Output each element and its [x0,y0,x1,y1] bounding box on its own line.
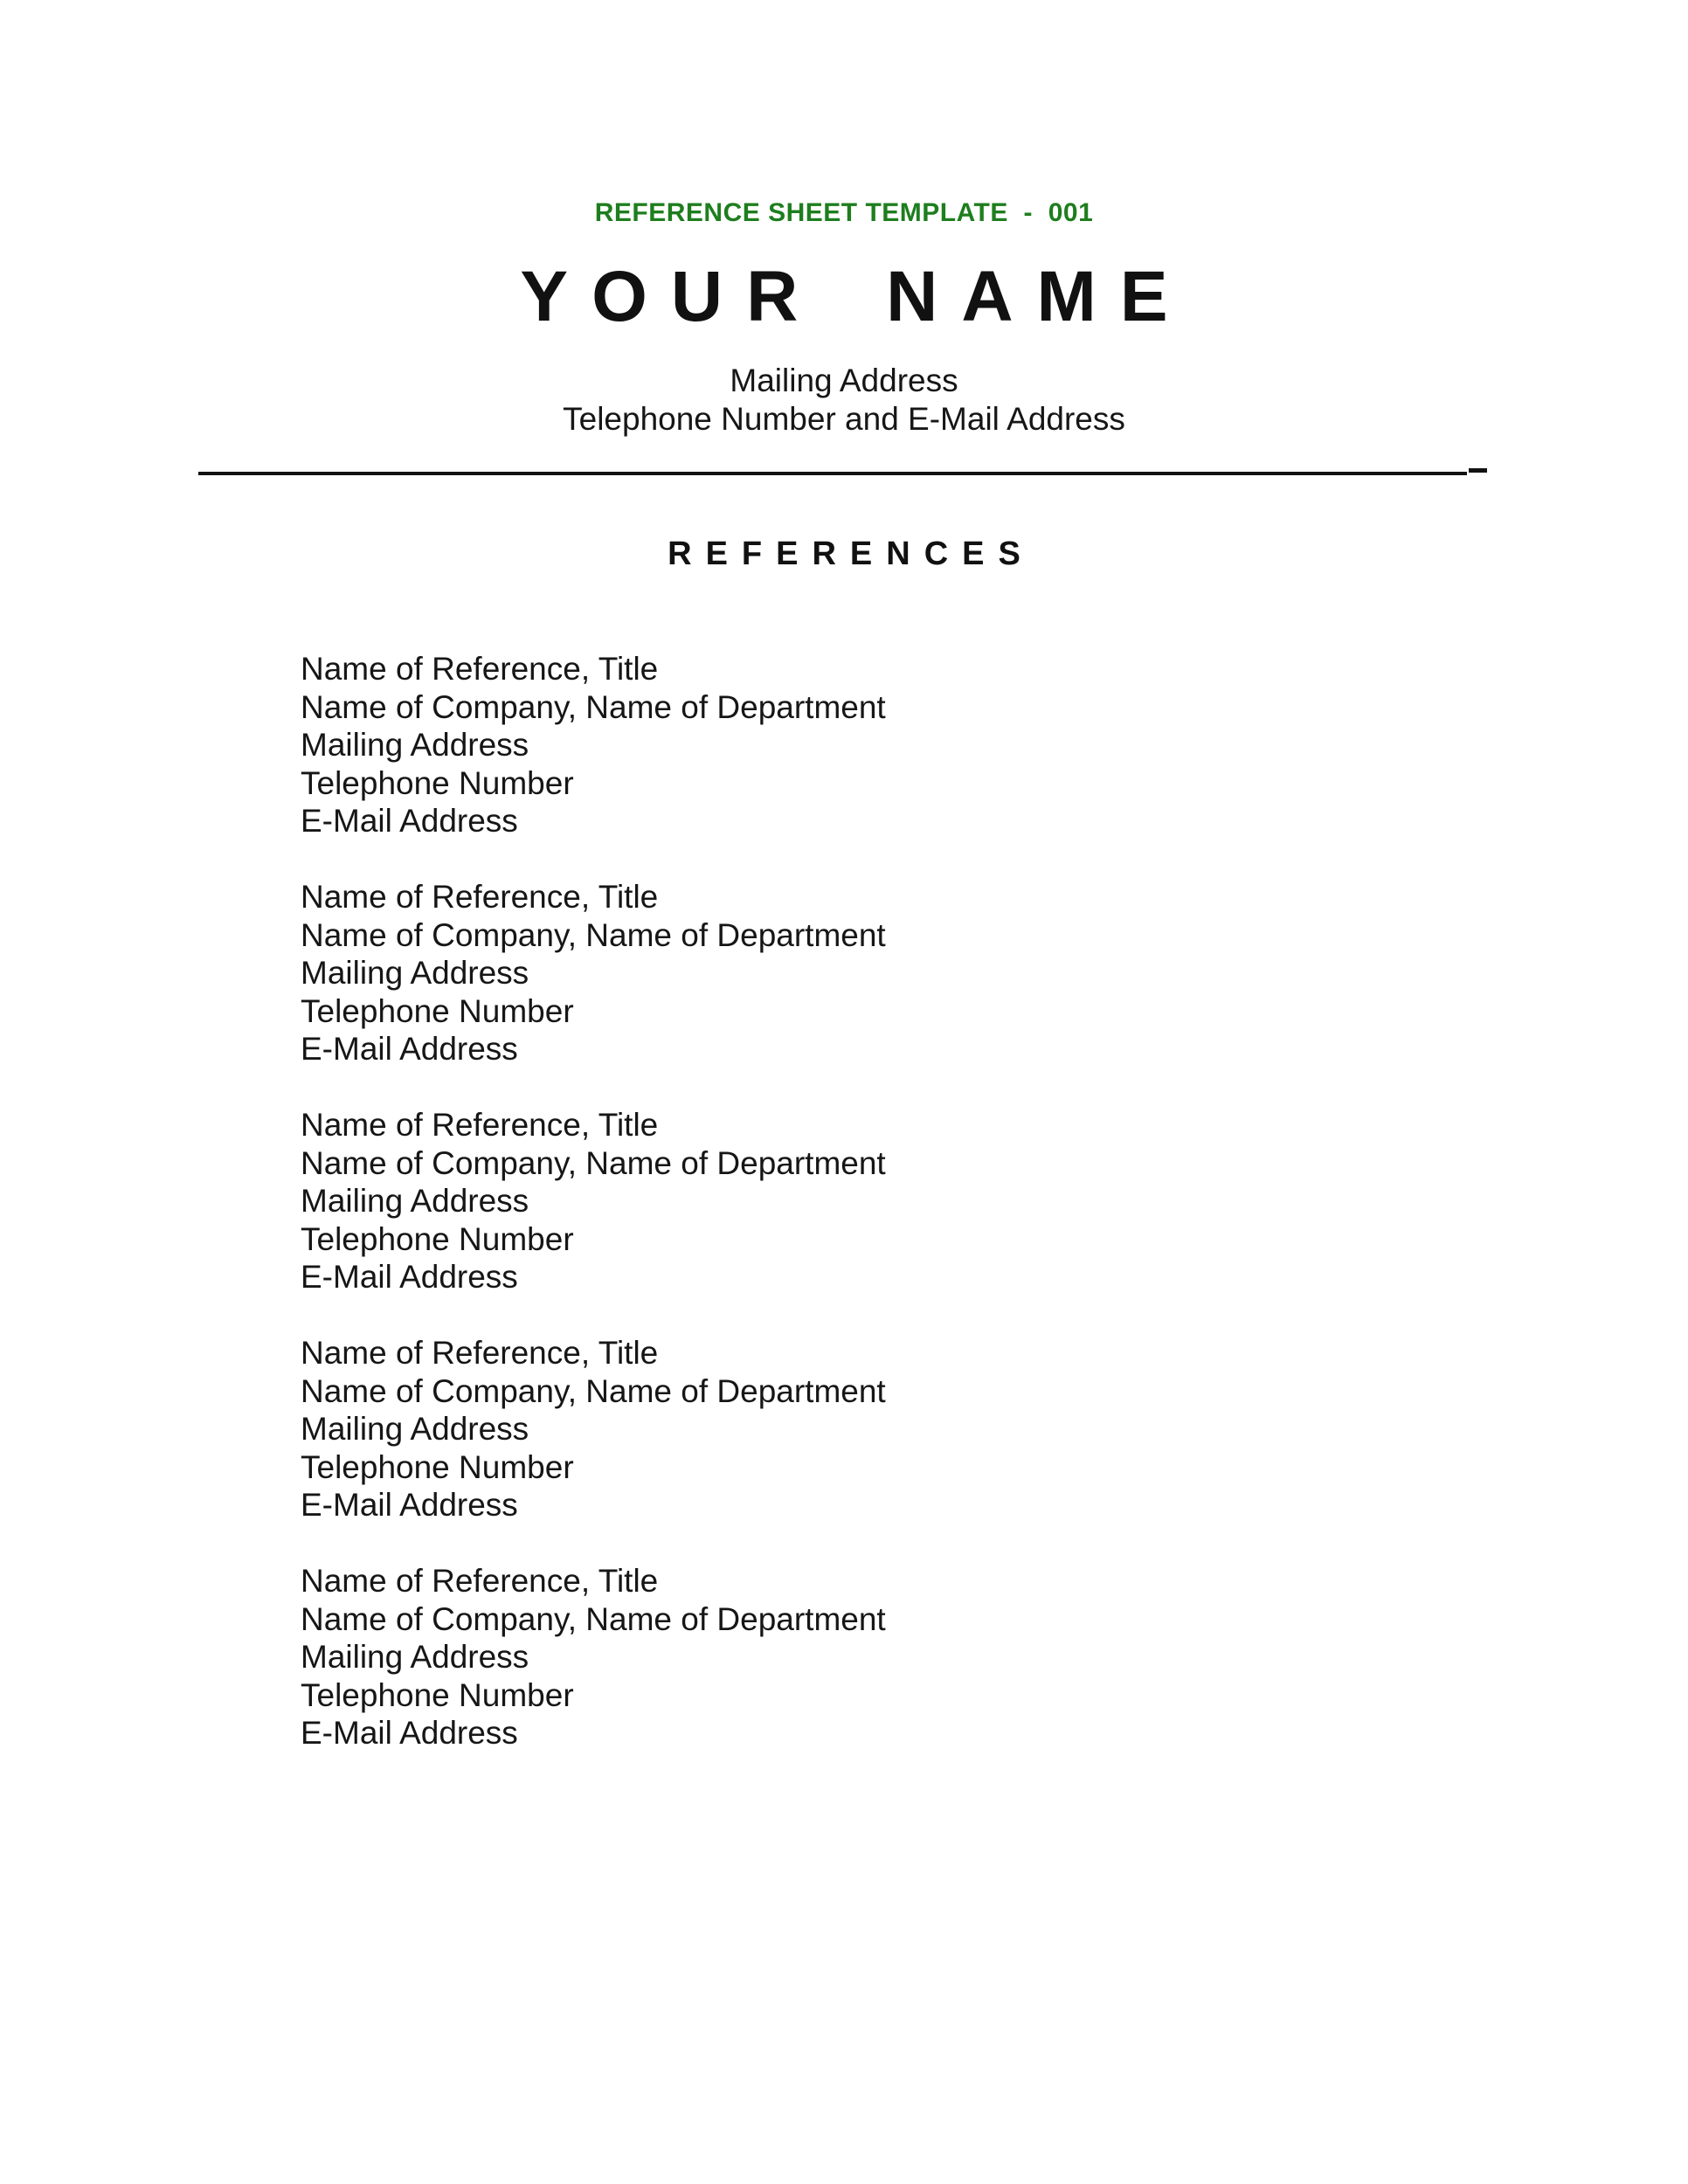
reference-name-title: Name of Reference, Title [301,651,659,687]
reference-mailing-address: Mailing Address [301,1183,529,1219]
reference-company-department: Name of Company, Name of Department [301,1372,886,1409]
reference-block-3 [301,1106,1349,1296]
contact-mailing-address: Mailing Address [730,363,958,398]
reference-mailing-address: Mailing Address [301,727,529,763]
reference-block-5 [301,1562,1349,1752]
reference-email-address: E-Mail Address [301,1487,518,1523]
reference-telephone-number: Telephone Number [301,1220,574,1257]
reference-name-title: Name of Reference, Title [301,1107,659,1143]
contact-block [0,362,1688,438]
reference-telephone-number: Telephone Number [301,1448,574,1485]
reference-name-title: Name of Reference, Title [301,879,659,915]
contact-phone-email: Telephone Number and E-Mail Address [563,400,1125,437]
reference-company-department: Name of Company, Name of Department [301,916,886,953]
reference-email-address: E-Mail Address [301,1715,518,1751]
reference-email-address: E-Mail Address [301,1259,518,1295]
reference-block-2 [301,878,1349,1068]
reference-telephone-number: Telephone Number [301,764,574,801]
reference-block-1 [301,650,1349,840]
reference-email-address: E-Mail Address [301,1031,518,1067]
person-name: YOUR NAME [520,257,1192,336]
references-heading: REFERENCES [668,536,1034,572]
reference-mailing-address: Mailing Address [301,1639,529,1675]
reference-name-title: Name of Reference, Title [301,1563,659,1599]
reference-block-4 [301,1334,1349,1524]
reference-telephone-number: Telephone Number [301,1676,574,1713]
reference-email-address: E-Mail Address [301,803,518,839]
divider-line [198,472,1467,475]
reference-company-department: Name of Company, Name of Department [301,1600,886,1637]
reference-mailing-address: Mailing Address [301,955,529,991]
reference-name-title: Name of Reference, Title [301,1335,659,1371]
reference-company-department: Name of Company, Name of Department [301,1144,886,1181]
divider-end-dash [1469,468,1487,473]
reference-telephone-number: Telephone Number [301,992,574,1029]
reference-company-department: Name of Company, Name of Department [301,688,886,725]
reference-mailing-address: Mailing Address [301,1411,529,1447]
template-label: REFERENCE SHEET TEMPLATE - 001 [594,198,1094,227]
